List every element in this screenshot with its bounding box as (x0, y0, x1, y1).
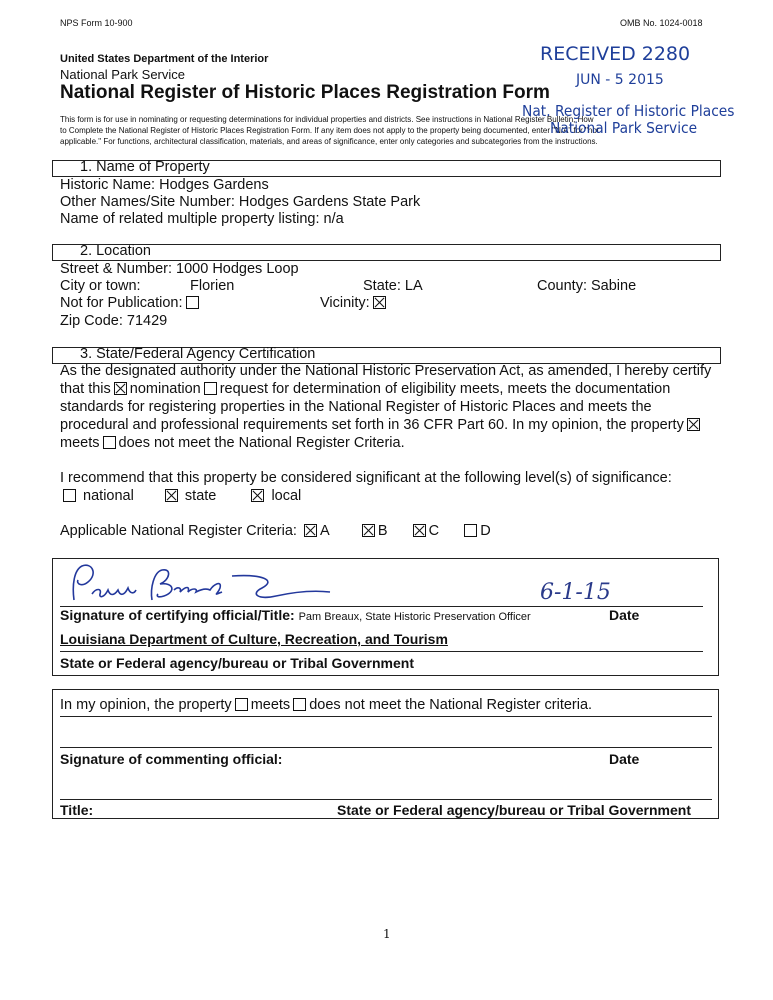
comment-signature-line (60, 747, 712, 748)
state: State: LA (363, 278, 423, 294)
cert-line-2-a: that this (60, 381, 111, 397)
criterion-c-label: C (428, 523, 440, 539)
national-label: national (83, 488, 134, 504)
not-for-publication (60, 295, 202, 311)
street: Street & Number: 1000 Hodges Loop (60, 261, 299, 277)
certifying-agency: Louisiana Department of Culture, Recreation, and Tourism (60, 631, 448, 647)
multiple-listing: Name of related multiple property listing: n/a (60, 211, 344, 227)
city: Florien (190, 278, 235, 294)
criterion-b-label: B (377, 523, 388, 539)
commenting-signature-label: Signature of commenting official: (60, 751, 283, 767)
meets-label: meets (60, 435, 100, 451)
does-not-meet-label: does not meet the National Register Criteria. (118, 435, 405, 451)
criterion-d-checkbox[interactable] (464, 524, 477, 537)
local-label: local (271, 488, 302, 504)
criterion-b-checkbox[interactable] (362, 524, 375, 537)
form-number: NPS Form 10-900 (60, 18, 133, 28)
nomination-label: nomination (129, 381, 201, 397)
certifying-date-label: Date (609, 607, 640, 623)
section-3-heading: 3. State/Federal Agency Certification (80, 346, 316, 362)
criterion-a-checkbox[interactable] (304, 524, 317, 537)
determination-checkbox[interactable] (204, 382, 217, 395)
cert-line-4 (60, 417, 703, 433)
handwritten-date: 6-1-15 (540, 580, 611, 605)
local-checkbox[interactable] (251, 489, 264, 502)
section-1-heading: 1. Name of Property (80, 159, 210, 175)
criterion-a-label: A (319, 523, 329, 539)
criterion-c-checkbox[interactable] (413, 524, 426, 537)
cert-line-3: standards for registering properties in the National Register of Historic Places and meets the (60, 399, 652, 415)
criterion-d-label: D (480, 523, 491, 539)
page-title: National Register of Historic Places Registration Form (60, 82, 550, 103)
opinion-label: In my opinion, the property (60, 697, 232, 713)
cert-line-1: As the designated authority under the National Historic Preservation Act, as amended, I hereby certify (60, 363, 712, 379)
comment-does-not-meet-label: does not meet the National Register criteria. (309, 697, 593, 713)
signer-name: Pam Breaux, State Historic Preservation Officer (298, 611, 531, 623)
department: United States Department of the Interior (60, 53, 269, 65)
state-checkbox[interactable] (165, 489, 178, 502)
vicinity (320, 295, 389, 311)
comment-meets-checkbox[interactable] (235, 698, 248, 711)
received-stamp: RECEIVED 2280 (540, 43, 691, 65)
certifying-signature-row (60, 607, 531, 623)
opinion-line (60, 716, 712, 717)
stamp-register: Nat. Register of Historic Places (522, 102, 735, 120)
section-2-heading-box (52, 244, 721, 261)
significance-levels (60, 488, 301, 504)
section-2-heading: 2. Location (80, 243, 151, 259)
criteria-label: Applicable National Register Criteria: (60, 523, 297, 539)
criteria-row (60, 523, 491, 539)
cert-line-5 (60, 435, 405, 451)
title-line (60, 799, 712, 800)
cert-line-4-text: procedural and professional requirements set forth in 36 CFR Part 60. In my opinion, the property (60, 417, 684, 433)
commenting-agency-label: State or Federal agency/bureau or Tribal Government (337, 802, 691, 818)
instructions-line-3: applicable." For functions, architectural classification, materials, and areas of significance, enter only categories and subcategories from the instructions. (60, 137, 598, 146)
certifying-agency-label: State or Federal agency/bureau or Tribal Government (60, 655, 414, 671)
not-for-publication-checkbox[interactable] (186, 296, 199, 309)
state-label: state (184, 488, 217, 504)
commenting-title-label: Title: (60, 802, 94, 818)
comment-meets-label: meets (250, 697, 291, 713)
historic-name: Historic Name: Hodges Gardens (60, 177, 269, 193)
signature-scribble (62, 560, 342, 608)
omb-number: OMB No. 1024-0018 (620, 18, 703, 28)
county: County: Sabine (537, 278, 637, 294)
stamp-service: National Park Service (550, 119, 698, 137)
national-checkbox[interactable] (63, 489, 76, 502)
nomination-checkbox[interactable] (114, 382, 127, 395)
instructions-line-1: This form is for use in nominating or requesting determinations for individual properties and districts. See instructions in National Register Bulletin, How (60, 115, 594, 124)
agency-line (60, 651, 703, 652)
property-checkbox[interactable] (687, 418, 700, 431)
instructions-line-2: to Complete the National Register of Historic Places Registration Form. If any item does not apply to the property being documented, enter "N/A" for "not (60, 126, 600, 135)
vicinity-checkbox[interactable] (373, 296, 386, 309)
certifying-signature-label: Signature of certifying official/Title: (60, 607, 295, 623)
commenting-date-label: Date (609, 751, 640, 767)
not-for-publication-label: Not for Publication: (60, 295, 183, 311)
stamp-date: JUN - 5 2015 (576, 72, 664, 88)
vicinity-label: Vicinity: (320, 295, 370, 311)
comment-does-not-meet-checkbox[interactable] (293, 698, 306, 711)
other-names: Other Names/Site Number: Hodges Gardens State Park (60, 194, 421, 210)
cert-line-2-c: request for determination of eligibility meets, meets the documentation (219, 381, 671, 397)
does-not-meet-checkbox[interactable] (103, 436, 116, 449)
city-label: City or town: (60, 278, 141, 294)
recommend-text: I recommend that this property be considered significant at the following level(s) of significance: (60, 470, 672, 486)
service: National Park Service (60, 67, 185, 82)
cert-line-2 (60, 381, 670, 397)
commenting-opinion (60, 697, 592, 713)
zip-code: Zip Code: 71429 (60, 313, 168, 329)
page-number: 1 (383, 927, 391, 941)
